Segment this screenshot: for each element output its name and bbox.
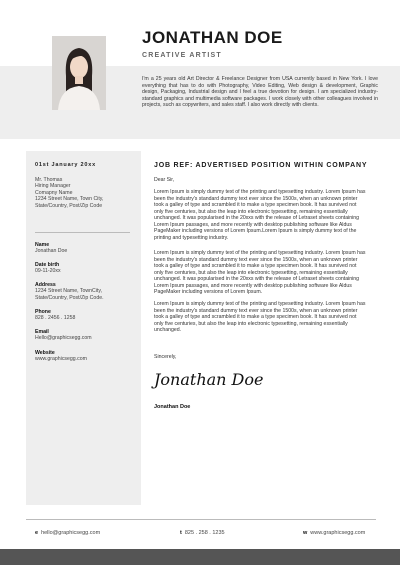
detail-address-line2: State/Country, Post/Zip Code. xyxy=(35,294,104,301)
detail-address xyxy=(35,282,104,301)
detail-address-line1: 1234 Street Name, TownCity, xyxy=(35,288,102,295)
portrait-image xyxy=(52,36,106,110)
detail-dob-value: 09-11-20xx xyxy=(35,268,61,275)
detail-email xyxy=(35,329,92,342)
detail-name xyxy=(35,242,67,255)
detail-address-label: Address xyxy=(35,282,56,288)
recipient-name: Mr. Thomas xyxy=(35,177,63,183)
sidebar-divider xyxy=(35,232,130,233)
footer-phone-text: 825 . 258 . 1235 xyxy=(184,530,225,536)
letter-paragraph-1: Lorem Ipsum is simply dummy text of the printing and typesetting industry. Lorem Ipsum has been the industry's standard dummy text ever since the 1500s, when an unknown printer took a galley of type and scrambled it to make a type specimen book. It has survived not only five centuries, but also the leap into electronic typesetting, remaining essentially unchanged. It was popularised in the 20xxs with the release of Letraset sheets containing Lorem Ipsum passages, and more recently with desktop publishing software like Aldus PageMaker including versions of Lorem Ipsum.Lorem Ipsum is simply dummy text of the printing and typesetting industry. xyxy=(154,189,366,241)
recipient-block xyxy=(35,177,103,209)
signature: Jonathan Doe xyxy=(154,370,264,389)
letter-date: 01st January 20xx xyxy=(35,162,96,168)
footer-website[interactable] xyxy=(303,530,365,536)
letter-paragraph-2: Lorem Ipsum is simply dummy text of the printing and typesetting industry. Lorem Ipsum has been the industry's standard dummy text ever since the 1500s, when an unknown printer took a galley of type and scrambled it to make a type specimen book. It has survived not only five centuries, but also the leap into electronic typesetting, remaining essentially unchanged. It was popularised in the 20xxs with the release of Letraset sheets containing Lorem Ipsum passages, and more recently with desktop publishing software like Aldus PageMaker including versions of Lorem Ipsum. xyxy=(154,250,366,295)
detail-website-label: Website xyxy=(35,350,55,356)
job-reference-heading: JOB REF: ADVERTISED POSITION WITHIN COMPANY xyxy=(154,162,368,169)
recipient-company: Comapny Name xyxy=(35,189,73,196)
detail-website-value[interactable]: www.graphicsegg.com xyxy=(35,356,87,363)
detail-email-label: Email xyxy=(35,329,49,335)
profile-photo xyxy=(52,36,106,110)
recipient-role: Hiring Manager xyxy=(35,183,71,190)
detail-website xyxy=(35,350,87,363)
recipient-address-line1: 1234 Street Name, Town City, xyxy=(35,196,104,203)
footer-bar xyxy=(0,549,400,565)
footer-email[interactable] xyxy=(35,530,100,536)
detail-phone xyxy=(35,309,75,322)
detail-name-value: Jonathan Doe xyxy=(35,248,68,255)
recipient-address-line2: State/Country, Post/Zip Code xyxy=(35,202,103,209)
applicant-title: CREATIVE ARTIST xyxy=(142,52,222,59)
detail-email-value[interactable]: Hello@graphicsegg.com xyxy=(35,335,92,342)
applicant-name: JONATHAN DOE xyxy=(142,28,283,47)
web-icon: w xyxy=(303,530,308,536)
footer-phone[interactable] xyxy=(180,530,225,536)
footer-divider xyxy=(26,519,376,520)
profile-summary: I'm a 25 years old Art Director & Freelance Designer from USA currently based in New York. I love everything that has to do with Photography, Video Editing, Web design & development, Graphic design, Packaging, Industrial design and I feel a true devotion for design. I am specialized industry-standard graphics and multimedia software packages. I work closely with other colleagues involved in projects, such as copywriters, and sales staff. I also work directly with clients. xyxy=(142,76,378,109)
detail-phone-label: Phone xyxy=(35,309,51,315)
footer-website-text: www.graphicsegg.com xyxy=(310,530,366,536)
detail-dob-label: Date birth xyxy=(35,262,60,268)
detail-dob xyxy=(35,262,61,275)
email-icon: e xyxy=(35,530,39,536)
closing: Sincerely, xyxy=(154,354,177,360)
detail-name-label: Name xyxy=(35,242,50,248)
footer-email-text: hello@graphicsegg.com xyxy=(41,530,101,536)
phone-icon: t xyxy=(180,530,182,536)
salutation: Dear Sir, xyxy=(154,177,175,183)
signed-name: Jonathan Doe xyxy=(154,404,191,410)
letter-paragraph-3: Lorem Ipsum is simply dummy text of the printing and typesetting industry. Lorem Ipsum has been the industry's standard dummy text ever since the 1500s, when an unknown printer took a galley of type and scrambled it to make a type specimen book. It has survived not only five centuries, but also the leap into electronic typesetting, remaining essentially unchanged. xyxy=(154,301,366,333)
detail-phone-value: 828 . 2456 . 1258 xyxy=(35,315,76,322)
